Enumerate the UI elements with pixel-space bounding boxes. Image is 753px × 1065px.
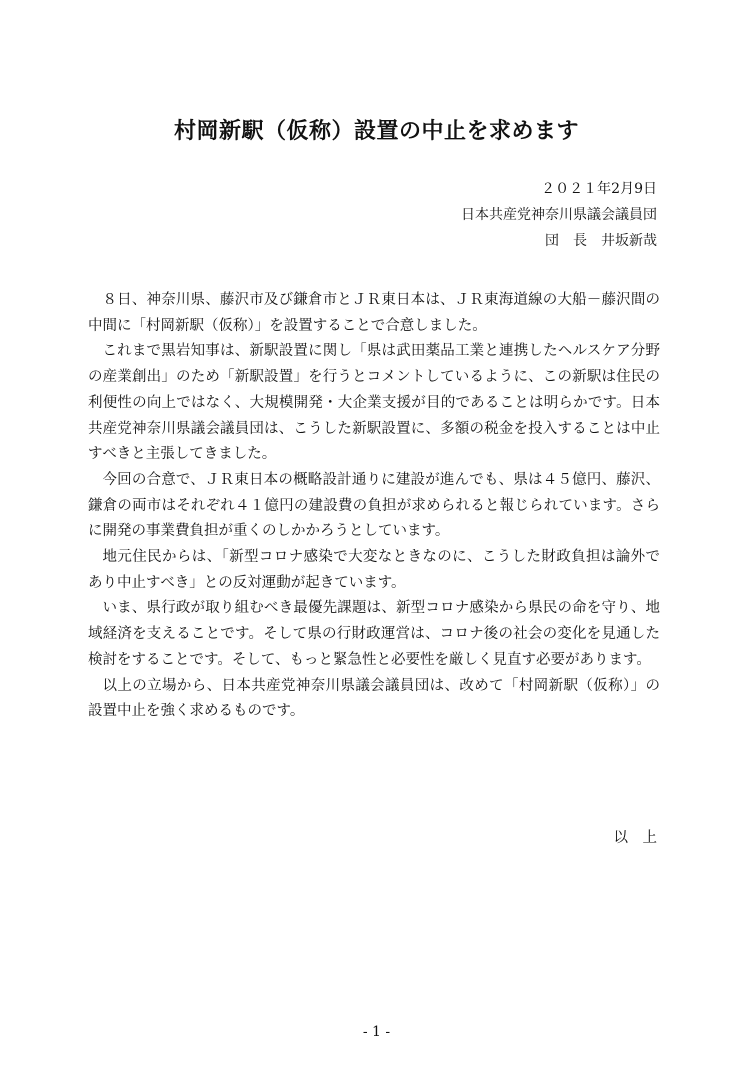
body-paragraph-2: これまで黒岩知事は、新駅設置に関し「県は武田薬品工業と連携したヘルスケア分野の産業創出」のため「新駅設置」を行うとコメントしているように、この新駅は住民の利便性の向上ではなく、大規模開発・大企業支援が目的であることは明らかです。日本共産党神奈川県議会議員団は、こうした新駅設置に、多額の税金を投入することは中止すべきと主張してきました。 <box>88 343 660 463</box>
document-body <box>88 288 660 725</box>
document-title: 村岡新駅（仮称）設置の中止を求めます <box>173 119 579 144</box>
closing-mark: 以 上 <box>613 830 657 846</box>
document-leader: 団 長 井坂新哉 <box>545 233 657 249</box>
body-paragraph-6: 以上の立場から、日本共産党神奈川県議会議員団は、改めて「村岡新駅（仮称）」の設置中止を強く求めるものです。 <box>88 677 660 720</box>
document-meta <box>461 176 657 254</box>
document-date: ２０２１年2月9日 <box>541 181 657 197</box>
body-paragraph-1: ８日、神奈川県、藤沢市及び鎌倉市とＪＲ東日本は、ＪＲ東海道線の大船－藤沢間の中間に「村岡新駅（仮称）」を設置することで合意しました。 <box>88 292 660 334</box>
document-organization: 日本共産党神奈川県議会議員団 <box>461 207 657 223</box>
body-paragraph-5: いま、県行政が取り組むべき最優先課題は、新型コロナ感染から県民の命を守り、地域経済を支えることです。そして県の行財政運営は、コロナ後の社会の変化を見通した検討をすることです。そして、もっと緊急性と必要性を厳しく見直す必要があります。 <box>88 600 660 668</box>
body-paragraph-3: 今回の合意で、ＪＲ東日本の概略設計通りに建設が進んでも、県は４５億円、藤沢、鎌倉の両市はそれぞれ４１億円の建設費の負担が求められると報じられています。さらに開発の事業費負担が重くのしかかろうとしています。 <box>88 471 660 540</box>
page-number: - 1 - <box>362 1024 391 1040</box>
body-paragraph-4: 地元住民からは、「新型コロナ感染で大変なときなのに、こうした財政負担は論外であり中止すべき」との反対運動が起きています。 <box>88 549 660 591</box>
